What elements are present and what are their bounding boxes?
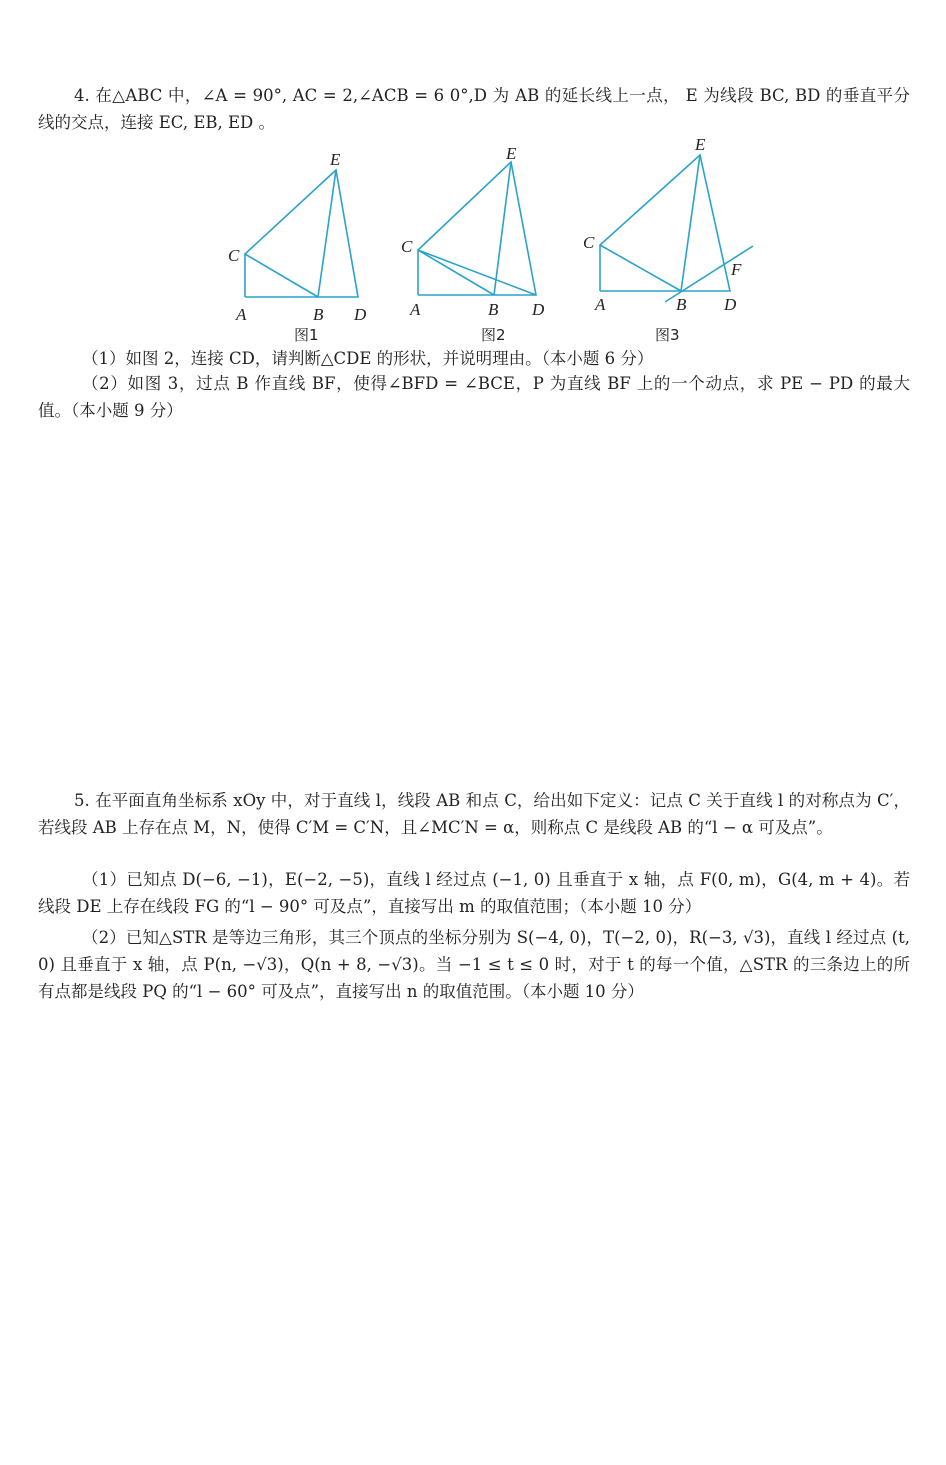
fig3-outline — [600, 155, 730, 291]
fig1-label-c: C — [228, 246, 240, 265]
figure-1 — [222, 140, 372, 345]
q5-part2: （2）已知△STR 是等边三角形，其三个顶点的坐标分别为 S(−4, 0)，T(−2, 0)，R(−3, √3)，直线 l 经过点 (t, 0) 且垂直于 x 轴，点 P(n, −√3)，Q(n + 8, −√3)。当 −1 ≤ t ≤ 0 时，对于 t 的每一个值，△STR 的三条边上的所有点都是线段 PQ 的“l − 60° 可及点”，直接写出 n 的取值范围。（本小题 10 分） — [38, 928, 910, 1001]
fig1-label-b: B — [313, 305, 324, 324]
fig2-caption: 图2 — [481, 326, 506, 344]
fig3-label-a: A — [595, 295, 606, 314]
fig2-label-a: A — [410, 300, 421, 319]
figure-2 — [396, 140, 556, 345]
q4-part1: （1）如图 2，连接 CD，请判断△CDE 的形状，并说明理由。（本小题 6 分） — [82, 349, 654, 368]
fig2-eb-segment — [494, 162, 511, 295]
q4-part2: （2）如图 3，过点 B 作直线 BF，使得∠BFD = ∠BCE，P 为直线 BF 上的一个动点，求 PE − PD 的最大值。（本小题 9 分） — [38, 374, 910, 420]
fig2-outline — [418, 162, 536, 295]
fig2-label-d: D — [532, 300, 545, 319]
fig3-label-c: C — [583, 233, 595, 252]
fig3-caption: 图3 — [655, 326, 680, 344]
fig1-caption: 图1 — [294, 326, 319, 344]
fig2-cd-segment — [418, 250, 536, 295]
fig1-outline — [245, 170, 358, 297]
figure-3 — [578, 133, 758, 345]
fig2-label-c: C — [401, 237, 413, 256]
fig3-label-b: B — [676, 295, 687, 314]
fig3-label-f: F — [731, 260, 742, 279]
fig3-cb-segment — [600, 245, 681, 291]
q5-stem: 5. 在平面直角坐标系 xOy 中，对于直线 l，线段 AB 和点 C，给出如下定义：记点 C 关于直线 l 的对称点为 C′，若线段 AB 上存在点 M，N，使得 C′M = C′N，且∠MC′N = α，则称点 C 是线段 AB 的“l − α 可及点”。 — [38, 791, 910, 837]
fig2-label-b: B — [488, 300, 499, 319]
fig3-label-d: D — [724, 295, 737, 314]
q5-part1: （1）已知点 D(−6, −1)，E(−2, −5)，直线 l 经过点 (−1, 0) 且垂直于 x 轴，点 F(0, m)，G(4, m + 4)。若线段 DE 上存在线段 FG 的“l − 90° 可及点”，直接写出 m 的取值范围；（本小题 10 分） — [38, 870, 910, 916]
fig1-eb-segment — [318, 170, 336, 297]
fig1-cb-segment — [245, 254, 318, 297]
q4-stem: 4. 在△ABC 中，∠A = 90°, AC = 2,∠ACB = 6 0°,D 为 AB 的延长线上一点， E 为线段 BC, BD 的垂直平分线的交点，连接 EC, EB, ED 。 — [38, 86, 910, 132]
fig1-label-d: D — [354, 305, 367, 324]
fig3-eb-segment — [681, 155, 700, 291]
fig1-label-a: A — [236, 305, 247, 324]
fig2-cb-segment — [418, 250, 494, 295]
fig2-label-e: E — [506, 144, 517, 163]
fig1-label-e: E — [330, 150, 341, 169]
fig3-label-e: E — [695, 135, 706, 154]
